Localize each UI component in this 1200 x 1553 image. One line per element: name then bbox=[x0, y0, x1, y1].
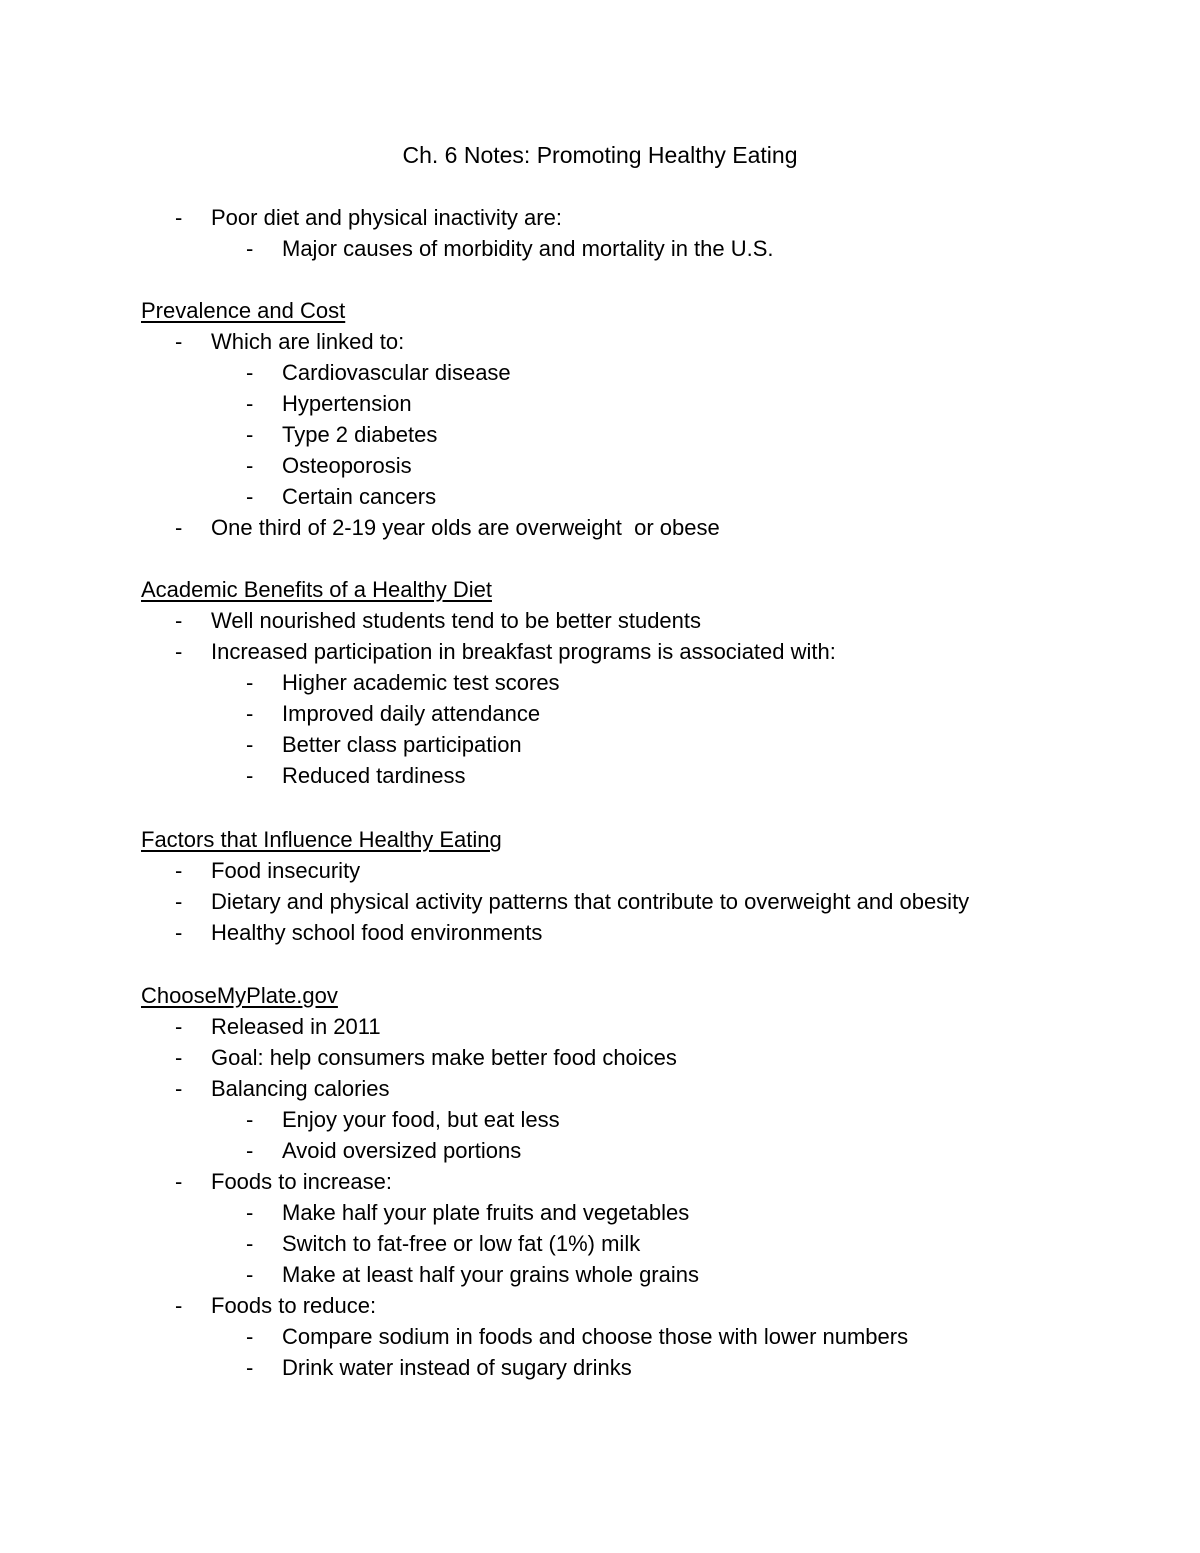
list-item: Osteoporosis bbox=[282, 453, 412, 478]
bullet-marker: - bbox=[175, 1293, 183, 1318]
bullet-marker: - bbox=[246, 1355, 254, 1380]
list-item: Well nourished students tend to be better students bbox=[211, 608, 702, 633]
list-item: Food insecurity bbox=[211, 858, 361, 883]
bullet-marker: - bbox=[246, 701, 254, 726]
bullet-marker: - bbox=[175, 608, 183, 633]
list-item: Type 2 diabetes bbox=[282, 422, 438, 447]
bullet-marker: - bbox=[246, 453, 254, 478]
list-item: Released in 2011 bbox=[211, 1014, 381, 1039]
list-item: Foods to reduce: bbox=[211, 1293, 377, 1318]
list-item: Certain cancers bbox=[282, 484, 437, 509]
list-item: Better class participation bbox=[282, 732, 522, 757]
bullet-marker: - bbox=[246, 1107, 254, 1132]
list-item: Foods to increase: bbox=[211, 1169, 392, 1194]
list-item: Increased participation in breakfast programs is associated with: bbox=[211, 639, 836, 664]
list-item: Improved daily attendance bbox=[282, 701, 541, 726]
list-item: Dietary and physical activity patterns that contribute to overweight and obesity bbox=[211, 889, 970, 914]
section-heading-academic: Academic Benefits of a Healthy Diet bbox=[141, 577, 492, 602]
list-item: Healthy school food environments bbox=[211, 920, 543, 945]
section-heading-choosemyplate: ChooseMyPlate.gov bbox=[141, 983, 338, 1008]
list-item: Switch to fat-free or low fat (1%) milk bbox=[282, 1231, 641, 1256]
list-item: Which are linked to: bbox=[211, 329, 405, 354]
list-item: Hypertension bbox=[282, 391, 412, 416]
list-item: Compare sodium in foods and choose those with lower numbers bbox=[282, 1324, 909, 1349]
list-item: Drink water instead of sugary drinks bbox=[282, 1355, 632, 1380]
list-item: Major causes of morbidity and mortality in the U.S. bbox=[282, 236, 774, 261]
bullet-marker: - bbox=[246, 1231, 254, 1256]
bullet-marker: - bbox=[246, 670, 254, 695]
bullet-marker: - bbox=[175, 329, 183, 354]
section-heading-prevalence: Prevalence and Cost bbox=[141, 298, 346, 323]
bullet-marker: - bbox=[175, 205, 183, 230]
bullet-marker: - bbox=[246, 763, 254, 788]
list-item: Balancing calories bbox=[211, 1076, 390, 1101]
list-item: One third of 2-19 year olds are overweight or obese bbox=[211, 515, 720, 540]
document-title: Ch. 6 Notes: Promoting Healthy Eating bbox=[402, 142, 798, 168]
list-item: Enjoy your food, but eat less bbox=[282, 1107, 560, 1132]
bullet-marker: - bbox=[246, 391, 254, 416]
bullet-marker: - bbox=[175, 1169, 183, 1194]
bullet-marker: - bbox=[175, 1076, 183, 1101]
list-item: Cardiovascular disease bbox=[282, 360, 511, 385]
bullet-marker: - bbox=[246, 1262, 254, 1287]
bullet-marker: - bbox=[246, 484, 254, 509]
bullet-marker: - bbox=[246, 360, 254, 385]
bullet-marker: - bbox=[175, 858, 183, 883]
bullet-marker: - bbox=[246, 1324, 254, 1349]
bullet-marker: - bbox=[246, 236, 254, 261]
bullet-marker: - bbox=[175, 1014, 183, 1039]
section-heading-factors: Factors that Influence Healthy Eating bbox=[141, 827, 502, 852]
list-item: Higher academic test scores bbox=[282, 670, 560, 695]
bullet-marker: - bbox=[175, 515, 183, 540]
bullet-marker: - bbox=[246, 422, 254, 447]
bullet-marker: - bbox=[246, 1200, 254, 1225]
list-item: Make at least half your grains whole grains bbox=[282, 1262, 699, 1287]
list-item: Avoid oversized portions bbox=[282, 1138, 522, 1163]
bullet-marker: - bbox=[175, 1045, 183, 1070]
bullet-marker: - bbox=[175, 639, 183, 664]
list-item: Poor diet and physical inactivity are: bbox=[211, 205, 562, 230]
bullet-marker: - bbox=[246, 732, 254, 757]
list-item: Reduced tardiness bbox=[282, 763, 466, 788]
list-item: Make half your plate fruits and vegetables bbox=[282, 1200, 690, 1225]
bullet-marker: - bbox=[246, 1138, 254, 1163]
bullet-marker: - bbox=[175, 889, 183, 914]
list-item: Goal: help consumers make better food choices bbox=[211, 1045, 677, 1070]
bullet-marker: - bbox=[175, 920, 183, 945]
